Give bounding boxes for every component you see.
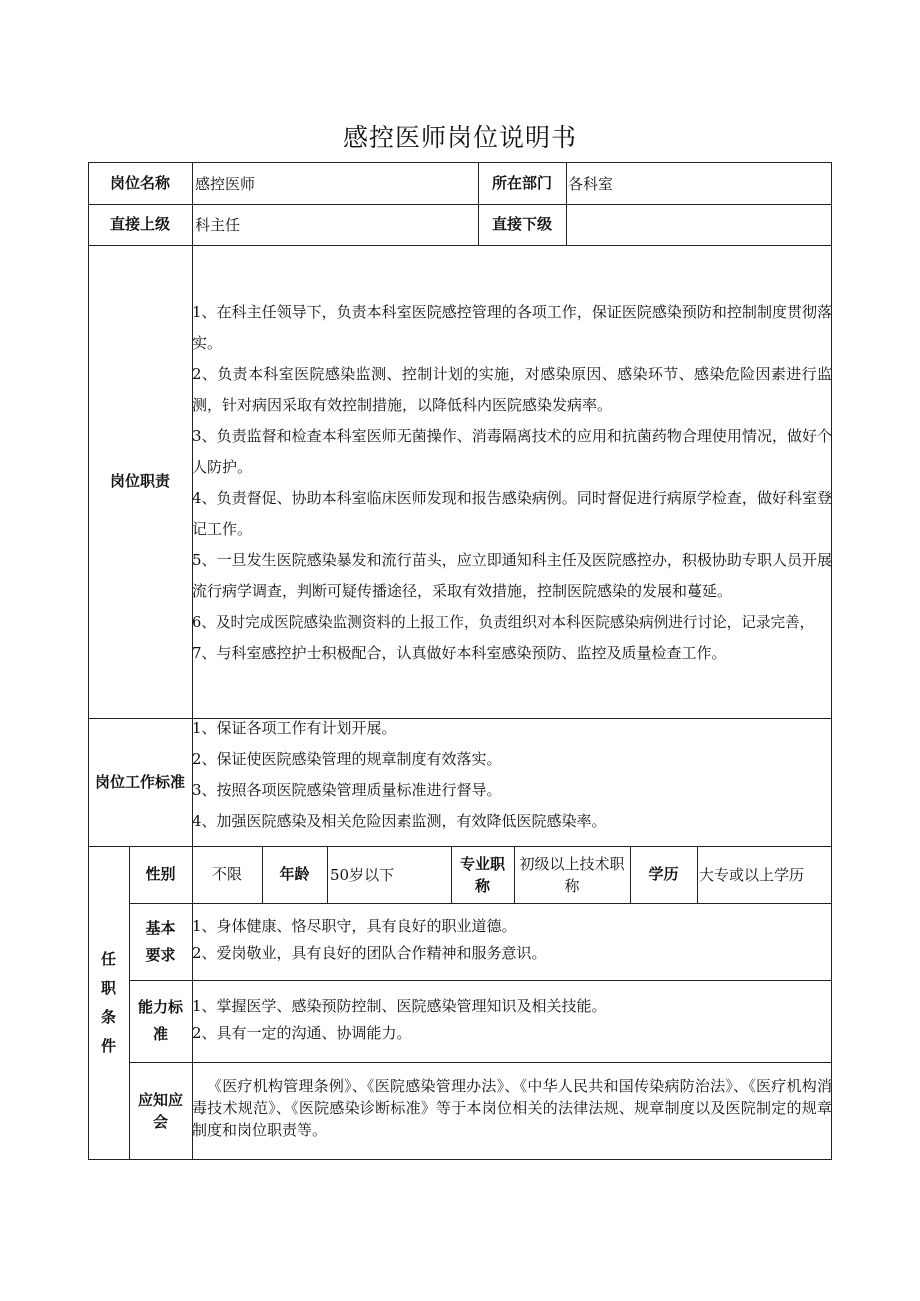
gender-label: 性别 bbox=[145, 865, 176, 884]
ability-item: 1、掌握医学、感染预防控制、医院感染管理知识及相关技能。 bbox=[192, 997, 607, 1015]
standard-item: 3、按照各项医院感染管理质量标准进行督导。 bbox=[192, 781, 502, 799]
standard-item: 1、保证各项工作有计划开展。 bbox=[192, 719, 397, 737]
row-line bbox=[129, 903, 832, 904]
standards-label: 岗位工作标准 bbox=[94, 772, 185, 791]
qualifications-label bbox=[88, 846, 129, 1159]
position-name-value: 感控医师 bbox=[195, 174, 256, 193]
col-line bbox=[697, 846, 698, 903]
row-line bbox=[129, 980, 832, 981]
duty-item: 2、负责本科室医院感染监测、控制计划的实施，对感染原因、感染环节、感染危险因素进行监测，针对病因采取有效控制措施，以降低科内医院感染发病率。 bbox=[192, 365, 832, 414]
superior-label: 直接上级 bbox=[109, 215, 170, 234]
ability-standards-label bbox=[129, 980, 192, 1062]
standards-list bbox=[192, 713, 832, 837]
professional-title-value-text: 初级以上技术职称 bbox=[519, 854, 625, 895]
duties-list bbox=[192, 297, 832, 669]
required-knowledge-label-text: 应知应会 bbox=[137, 1090, 183, 1131]
required-knowledge-text: 《医疗机构管理条例》、《医院感染管理办法》、《中华人民共和国传染病防治法》、《医疗机构消毒技术规范》、《医院感染诊断标准》等于本岗位相关的法律法规、规章制度以及医院制定的规章制度和岗位职责等。 bbox=[192, 1077, 832, 1139]
basic-requirements-label-text: 基本要求 bbox=[145, 918, 176, 964]
col-line bbox=[327, 846, 328, 903]
basic-item: 1、身体健康、恪尽职守，具有良好的职业道德。 bbox=[192, 917, 517, 935]
row-line bbox=[88, 1159, 832, 1160]
duty-item: 7、与科室感控护士积极配合，认真做好本科室感染预防、监控及质量检查工作。 bbox=[192, 644, 727, 662]
ability-item: 2、具有一定的沟通、协调能力。 bbox=[192, 1024, 412, 1042]
duty-item: 5、一旦发生医院感染暴发和流行苗头，应立即通知科主任及医院感控办，积极协助专职人员开展流行病学调查，判断可疑传播途径，采取有效措施，控制医院感染的发展和蔓延。 bbox=[192, 551, 832, 600]
duty-item: 3、负责监督和检查本科室医师无菌操作、消毒隔离技术的应用和抗菌药物合理使用情况，做好个人防护。 bbox=[192, 427, 832, 476]
superior-value: 科主任 bbox=[195, 216, 241, 234]
basic-requirements-label bbox=[129, 903, 192, 980]
qualifications-label-text: 任职条件 bbox=[100, 949, 116, 1055]
professional-title-label bbox=[451, 846, 514, 903]
basic-requirements-list bbox=[192, 913, 832, 967]
education-value: 大专或以上学历 bbox=[699, 866, 805, 884]
age-value: 50岁以下 bbox=[330, 866, 395, 884]
duties-label: 岗位职责 bbox=[109, 472, 170, 491]
row-line bbox=[129, 1062, 832, 1063]
professional-title-label-text: 专业职称 bbox=[459, 854, 505, 895]
position-name-label: 岗位名称 bbox=[109, 173, 170, 192]
ability-standards-label-text: 能力标准 bbox=[137, 998, 183, 1043]
ability-standards-list bbox=[192, 993, 832, 1047]
duty-item: 6、及时完成医院感染监测资料的上报工作，负责组织对本科医院感染病例进行讨论，记录完善， bbox=[192, 614, 815, 631]
department-value: 各科室 bbox=[568, 174, 614, 193]
department-label: 所在部门 bbox=[491, 173, 552, 192]
required-knowledge-label bbox=[129, 1062, 192, 1159]
standard-item: 4、加强医院感染及相关危险因素监测，有效降低医院感染率。 bbox=[192, 812, 607, 830]
subordinate-label: 直接下级 bbox=[491, 215, 552, 234]
duty-item: 1、在科主任领导下，负责本科室医院感控管理的各项工作，保证医院感染预防和控制制度贯彻落实。 bbox=[192, 303, 832, 352]
duty-item: 4、负责督促、协助本科室临床医师发现和报告感染病例。同时督促进行病原学检查，做好科室登记工作。 bbox=[192, 489, 832, 538]
gender-value: 不限 bbox=[211, 865, 242, 884]
basic-item: 2、爱岗敬业，具有良好的团队合作精神和服务意识。 bbox=[192, 944, 547, 962]
page-title: 感控医师岗位说明书 bbox=[342, 123, 577, 152]
col-line bbox=[566, 162, 567, 245]
professional-title-value bbox=[514, 846, 630, 903]
row-line bbox=[88, 245, 832, 246]
standard-item: 2、保证使医院感染管理的规章制度有效落实。 bbox=[192, 750, 502, 768]
subordinate-value bbox=[568, 204, 828, 245]
age-label: 年龄 bbox=[279, 865, 310, 884]
education-label: 学历 bbox=[648, 865, 679, 884]
